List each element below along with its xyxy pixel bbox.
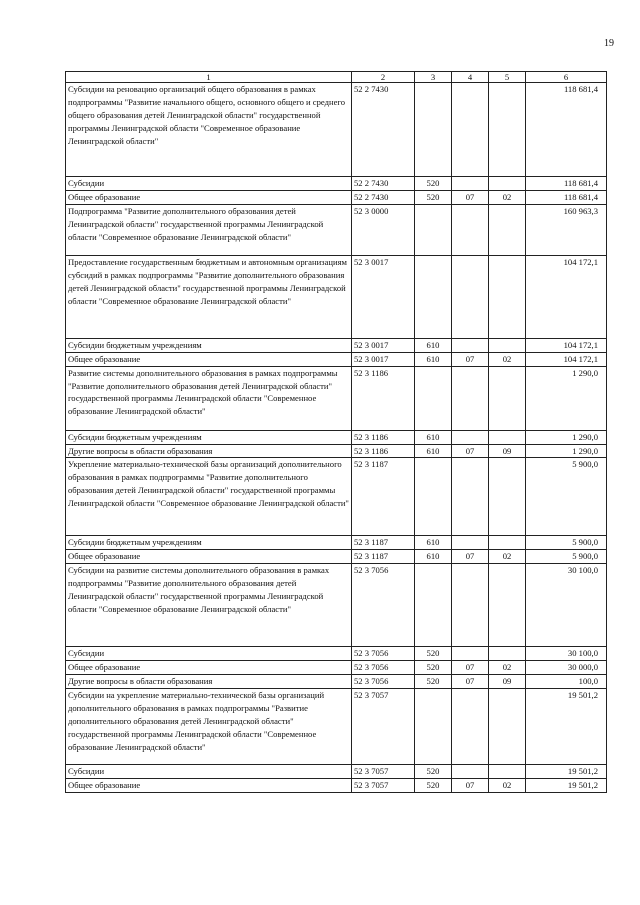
amount-cell: 100,0 — [526, 675, 607, 689]
target-code-cell: 52 3 7057 — [352, 778, 415, 792]
subsection-cell: 09 — [489, 444, 526, 458]
table-row — [66, 255, 607, 338]
page-number: 19 — [604, 38, 614, 49]
subsection-cell: 09 — [489, 675, 526, 689]
amount-cell: 118 681,4 — [526, 177, 607, 191]
row-name-cell: Другие вопросы в области образования — [66, 675, 352, 689]
target-code-cell: 52 3 1186 — [352, 444, 415, 458]
table-row — [66, 458, 607, 536]
table-row — [66, 778, 607, 792]
amount-cell: 5 900,0 — [526, 550, 607, 564]
subsection-cell — [489, 204, 526, 255]
subsection-cell — [489, 536, 526, 550]
expense-type-cell: 520 — [415, 764, 452, 778]
header-cell: 4 — [452, 72, 489, 83]
subsection-cell: 02 — [489, 190, 526, 204]
target-code-cell: 52 3 7057 — [352, 688, 415, 764]
target-code-cell: 52 2 7430 — [352, 190, 415, 204]
amount-cell: 19 501,2 — [526, 764, 607, 778]
row-name-cell: Развитие системы дополнительного образования в рамках подпрограммы "Развитие дополнительного образования детей Ленинградской области" государственной программы Ленинградской области "Современное образование Ленинградской области" — [66, 366, 352, 430]
target-code-cell: 52 3 0017 — [352, 352, 415, 366]
expense-type-cell — [415, 458, 452, 536]
row-name-cell: Укрепление материально-технической базы организаций дополнительного образования в рамках подпрограммы "Развитие дополнительного образования детей Ленинградской области" государственной программы Ленинградской области "Современное образование Ленинградской области" — [66, 458, 352, 536]
section-cell — [452, 536, 489, 550]
section-cell — [452, 83, 489, 177]
expense-type-cell: 520 — [415, 778, 452, 792]
subsection-cell — [489, 177, 526, 191]
row-name-cell: Общее образование — [66, 352, 352, 366]
target-code-cell: 52 2 7430 — [352, 177, 415, 191]
target-code-cell: 52 3 7057 — [352, 764, 415, 778]
subsection-cell: 02 — [489, 352, 526, 366]
row-name-cell: Субсидии бюджетным учреждениям — [66, 536, 352, 550]
table-row — [66, 536, 607, 550]
header-cell: 5 — [489, 72, 526, 83]
amount-cell: 104 172,1 — [526, 338, 607, 352]
section-cell — [452, 458, 489, 536]
amount-cell: 1 290,0 — [526, 444, 607, 458]
section-cell: 07 — [452, 778, 489, 792]
target-code-cell: 52 3 7056 — [352, 564, 415, 647]
header-row — [66, 72, 607, 83]
amount-cell: 160 963,3 — [526, 204, 607, 255]
subsection-cell: 02 — [489, 778, 526, 792]
section-cell — [452, 177, 489, 191]
section-cell — [452, 204, 489, 255]
target-code-cell: 52 3 7056 — [352, 661, 415, 675]
section-cell: 07 — [452, 661, 489, 675]
expense-type-cell: 520 — [415, 177, 452, 191]
subsection-cell — [489, 430, 526, 444]
target-code-cell: 52 2 7430 — [352, 83, 415, 177]
expense-type-cell — [415, 366, 452, 430]
subsection-cell — [489, 83, 526, 177]
row-name-cell: Субсидии — [66, 177, 352, 191]
section-cell: 07 — [452, 550, 489, 564]
table-row — [66, 83, 607, 177]
row-name-cell: Общее образование — [66, 778, 352, 792]
table-row — [66, 444, 607, 458]
section-cell: 07 — [452, 444, 489, 458]
header-cell: 3 — [415, 72, 452, 83]
target-code-cell: 52 3 7056 — [352, 647, 415, 661]
subsection-cell — [489, 366, 526, 430]
subsection-cell: 02 — [489, 550, 526, 564]
table-row — [66, 204, 607, 255]
table-row — [66, 647, 607, 661]
subsection-cell — [489, 338, 526, 352]
table-row — [66, 764, 607, 778]
section-cell — [452, 430, 489, 444]
amount-cell: 104 172,1 — [526, 255, 607, 338]
budget-table — [65, 71, 607, 793]
expense-type-cell — [415, 564, 452, 647]
table-row — [66, 338, 607, 352]
table-row — [66, 550, 607, 564]
row-name-cell: Субсидии бюджетным учреждениям — [66, 430, 352, 444]
amount-cell: 118 681,4 — [526, 83, 607, 177]
table-row — [66, 564, 607, 647]
row-name-cell: Субсидии на развитие системы дополнительного образования в рамках подпрограммы "Развитие дополнительного образования детей Ленинградской области" государственной программы Ленинградской области "Современное образование Ленинградской области" — [66, 564, 352, 647]
subsection-cell — [489, 647, 526, 661]
section-cell — [452, 764, 489, 778]
target-code-cell: 52 3 1187 — [352, 550, 415, 564]
row-name-cell: Общее образование — [66, 550, 352, 564]
target-code-cell: 52 3 1187 — [352, 458, 415, 536]
row-name-cell: Субсидии на реновацию организаций общего образования в рамках подпрограммы "Развитие начального общего, основного общего и среднего общего образования детей Ленинградской области" государственной программы Ленинградской области "Современное образование Ленинградской области" — [66, 83, 352, 177]
section-cell: 07 — [452, 352, 489, 366]
subsection-cell — [489, 564, 526, 647]
expense-type-cell: 520 — [415, 675, 452, 689]
expense-type-cell — [415, 688, 452, 764]
subsection-cell — [489, 688, 526, 764]
amount-cell: 5 900,0 — [526, 536, 607, 550]
target-code-cell: 52 3 1186 — [352, 366, 415, 430]
section-cell: 07 — [452, 190, 489, 204]
section-cell: 07 — [452, 675, 489, 689]
row-name-cell: Субсидии на укрепление материально-технической базы организаций дополнительного образования в рамках подпрограммы "Развитие дополнительного образования детей Ленинградской области" государственной программы Ленинградской области "Современное образование Ленинградской области" — [66, 688, 352, 764]
expense-type-cell: 610 — [415, 536, 452, 550]
expense-type-cell: 610 — [415, 352, 452, 366]
table-row — [66, 352, 607, 366]
table-row — [66, 366, 607, 430]
subsection-cell — [489, 255, 526, 338]
table-row — [66, 675, 607, 689]
expense-type-cell: 610 — [415, 430, 452, 444]
row-name-cell: Субсидии бюджетным учреждениям — [66, 338, 352, 352]
header-cell: 6 — [526, 72, 607, 83]
section-cell — [452, 564, 489, 647]
row-name-cell: Общее образование — [66, 190, 352, 204]
amount-cell: 19 501,2 — [526, 778, 607, 792]
amount-cell: 30 000,0 — [526, 661, 607, 675]
section-cell — [452, 366, 489, 430]
header-cell: 2 — [352, 72, 415, 83]
table-row — [66, 430, 607, 444]
target-code-cell: 52 3 0017 — [352, 255, 415, 338]
row-name-cell: Подпрограмма "Развитие дополнительного образования детей Ленинградской области" государственной программы Ленинградской области "Современное образование Ленинградской области" — [66, 204, 352, 255]
expense-type-cell: 610 — [415, 444, 452, 458]
row-name-cell: Субсидии — [66, 647, 352, 661]
target-code-cell: 52 3 1186 — [352, 430, 415, 444]
expense-type-cell: 610 — [415, 338, 452, 352]
amount-cell: 1 290,0 — [526, 366, 607, 430]
amount-cell: 30 100,0 — [526, 564, 607, 647]
section-cell — [452, 338, 489, 352]
row-name-cell: Субсидии — [66, 764, 352, 778]
target-code-cell: 52 3 7056 — [352, 675, 415, 689]
target-code-cell: 52 3 0017 — [352, 338, 415, 352]
row-name-cell: Предоставление государственным бюджетным и автономным организациям субсидий в рамках подпрограммы "Развитие дополнительного образования детей Ленинградской области" государственной программы Ленинградской области "Современное образование Ленинградской области" — [66, 255, 352, 338]
amount-cell: 118 681,4 — [526, 190, 607, 204]
subsection-cell: 02 — [489, 661, 526, 675]
row-name-cell: Общее образование — [66, 661, 352, 675]
amount-cell: 104 172,1 — [526, 352, 607, 366]
header-cell: 1 — [66, 72, 352, 83]
subsection-cell — [489, 458, 526, 536]
table-row — [66, 688, 607, 764]
expense-type-cell: 520 — [415, 661, 452, 675]
table-row — [66, 190, 607, 204]
expense-type-cell: 520 — [415, 647, 452, 661]
row-name-cell: Другие вопросы в области образования — [66, 444, 352, 458]
subsection-cell — [489, 764, 526, 778]
table-row — [66, 661, 607, 675]
amount-cell: 19 501,2 — [526, 688, 607, 764]
expense-type-cell — [415, 83, 452, 177]
table-row — [66, 177, 607, 191]
amount-cell: 5 900,0 — [526, 458, 607, 536]
amount-cell: 30 100,0 — [526, 647, 607, 661]
expense-type-cell — [415, 255, 452, 338]
section-cell — [452, 647, 489, 661]
expense-type-cell: 610 — [415, 550, 452, 564]
expense-type-cell: 520 — [415, 190, 452, 204]
amount-cell: 1 290,0 — [526, 430, 607, 444]
section-cell — [452, 255, 489, 338]
section-cell — [452, 688, 489, 764]
expense-type-cell — [415, 204, 452, 255]
target-code-cell: 52 3 1187 — [352, 536, 415, 550]
target-code-cell: 52 3 0000 — [352, 204, 415, 255]
